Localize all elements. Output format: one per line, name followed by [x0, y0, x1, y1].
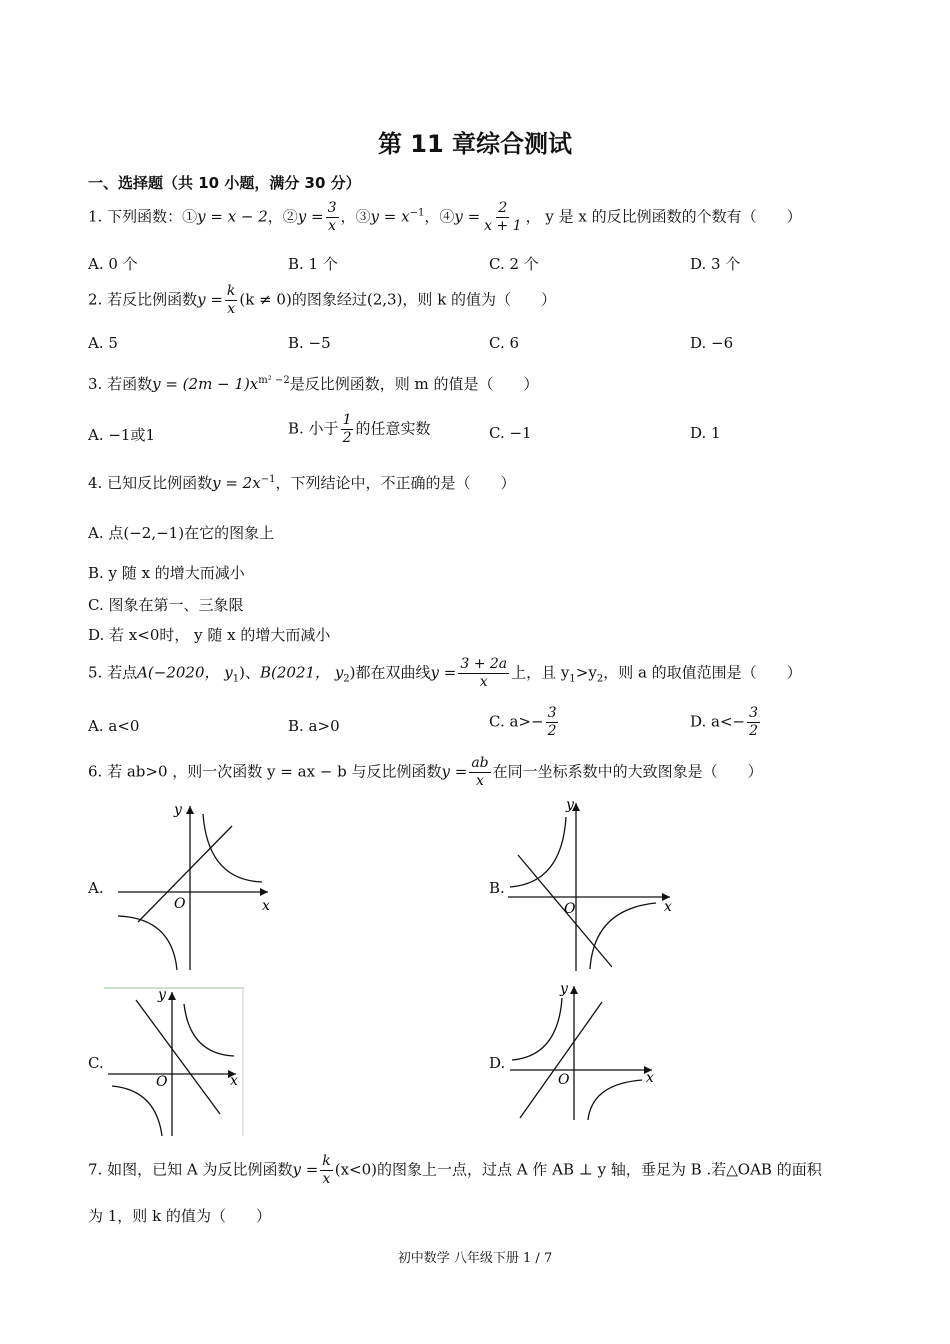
- q2-option-b: B. −5: [288, 334, 331, 352]
- q3-option-c: C. −1: [489, 424, 532, 442]
- q5-tail: ，则 a 的取值范围是（ ）: [603, 663, 802, 682]
- q7-num: k: [322, 1153, 331, 1169]
- q5-optd-den: 2: [749, 723, 759, 739]
- q5-point-a: A(−2020， y: [137, 663, 233, 682]
- q5-option-d: [690, 705, 762, 740]
- q5-option-b: B. a>0: [288, 717, 340, 735]
- q1-f2-den: x: [328, 218, 337, 234]
- q3-expr: y = (2m − 1)x: [152, 375, 259, 393]
- q6-label-b: B.: [489, 879, 505, 897]
- q1-fraction-4: [482, 200, 523, 235]
- q7-fraction: [320, 1153, 332, 1188]
- q2-option-d: D. −6: [690, 334, 734, 352]
- q6-lhs: y =: [441, 762, 468, 781]
- q1-f3-exp: −1: [409, 207, 425, 219]
- q6-label-a: A.: [88, 879, 104, 897]
- graph-c-x-label: x: [230, 1073, 238, 1089]
- graph-b-y-label: y: [566, 797, 574, 813]
- graph-d-line: [520, 1002, 602, 1118]
- q1-sep1: ，②: [267, 207, 298, 226]
- q7-lead: 7. 如图，已知 A 为反比例函数: [88, 1160, 293, 1179]
- graph-d-y-arrow: [570, 986, 578, 994]
- graph-a-x-label: x: [262, 898, 270, 914]
- q1-sep2: ，③: [340, 207, 371, 226]
- q2-option-c: C. 6: [489, 334, 520, 352]
- q6-graph-c: [104, 986, 246, 1138]
- q1-fraction-2: [326, 200, 339, 235]
- q2-option-a: A. 5: [88, 334, 118, 352]
- q3-lead: 3. 若函数: [88, 375, 153, 393]
- q3-exp: m² −2: [258, 375, 290, 386]
- graph-a-hyperbola-q3: [118, 916, 177, 970]
- graph-c-y-arrow: [168, 992, 176, 1000]
- q6-graph-a: [110, 800, 275, 972]
- graph-d-hyperbola-q2: [512, 998, 562, 1060]
- q1-option-b: B. 1 个: [288, 255, 338, 273]
- graph-c-origin: O: [156, 1074, 168, 1090]
- page-title: 第 11 章综合测试: [377, 130, 573, 158]
- q1-f1: y = x − 2: [197, 207, 268, 226]
- q3-optb-den: 2: [342, 430, 352, 446]
- q4-option-b: B. y 随 x 的增大而减小: [88, 564, 245, 582]
- graph-c-hyperbola-q3: [112, 1086, 162, 1136]
- graph-d-x-label: x: [646, 1070, 654, 1086]
- graph-d-origin: O: [558, 1072, 570, 1088]
- q5-pb-sub: 2: [343, 673, 350, 685]
- q1-sep3: ，④: [424, 207, 455, 226]
- q5-mid2: )都在双曲线: [349, 663, 431, 682]
- q1-f4-lhs: y =: [454, 207, 481, 226]
- q6-graph-b: [504, 795, 679, 972]
- q6-tail: 在同一坐标系数中的大致图象是（ ）: [492, 762, 763, 781]
- q1-f2-num: 3: [327, 200, 337, 216]
- q2-cond: (k ≠ 0): [239, 290, 292, 309]
- section-heading: 一、选择题（共 10 小题，满分 30 分）: [88, 174, 361, 192]
- q6-lead: 6. 若 ab>0 ，则一次函数 y = ax − b 与反比例函数: [88, 762, 442, 781]
- page-footer: 初中数学 八年级下册 1 / 7: [397, 1251, 553, 1266]
- q3-optb-lead: B. 小于: [288, 419, 339, 438]
- q2-fraction: [225, 283, 237, 318]
- q6-label-c: C.: [88, 1054, 104, 1072]
- graph-c-hyperbola-q1: [184, 1004, 234, 1056]
- q5-s1: 1: [569, 673, 576, 685]
- question-1: [88, 200, 802, 235]
- graph-b-origin: O: [564, 901, 576, 917]
- graph-a-x-arrow: [260, 888, 268, 896]
- graph-c-line: [136, 1000, 220, 1114]
- q5-optc-den: 2: [547, 723, 557, 739]
- q5-optd-fraction: [747, 705, 760, 740]
- q5-mid3: 上，且 y: [511, 663, 570, 682]
- graph-a-origin: O: [174, 896, 186, 912]
- question-7: [88, 1153, 822, 1188]
- q5-optc-num: 3: [547, 705, 557, 721]
- q6-label-d: D.: [489, 1054, 506, 1072]
- q6-graph-d: [506, 980, 658, 1122]
- graph-b-hyperbola-q2: [510, 817, 566, 887]
- q1-option-a: A. 0 个: [88, 255, 138, 273]
- graph-d-y-label: y: [560, 981, 568, 997]
- q1-option-d: D. 3 个: [690, 255, 741, 273]
- q3-option-a: A. −1或1: [88, 426, 156, 444]
- q5-gt: >y: [575, 663, 597, 682]
- q5-s2: 2: [596, 673, 604, 685]
- q6-den: x: [476, 773, 484, 789]
- q3-option-d: D. 1: [690, 424, 721, 442]
- q2-lead: 2. 若反比例函数: [88, 290, 198, 309]
- graph-b-line: [518, 855, 612, 967]
- q7-tail: 的图象上一点，过点 A 作 AB ⊥ y 轴，垂足为 B .若△OAB 的面积: [377, 1160, 822, 1179]
- q3-tail: 是反比例函数，则 m 的值是（ ）: [289, 375, 539, 393]
- q2-den: x: [227, 301, 236, 317]
- q1-f2-lhs: y =: [297, 207, 324, 226]
- q5-optd-lead: D. a<−: [690, 712, 746, 731]
- q4-lead: 4. 已知反比例函数: [88, 474, 213, 492]
- q5-optc-fraction: [546, 705, 559, 740]
- q4-option-a: A. 点(−2,−1)在它的图象上: [88, 524, 275, 542]
- graph-a-y-label: y: [174, 802, 182, 818]
- q5-option-c: [489, 705, 560, 740]
- q5-option-a: A. a<0: [88, 717, 140, 735]
- q1-f3: y = x: [370, 207, 410, 226]
- question-5: [88, 656, 802, 691]
- q1-tail: ， y 是 x 的反比例函数的个数有（ ）: [525, 207, 802, 226]
- question-6: [88, 755, 763, 790]
- q5-mid1: )、: [239, 663, 260, 682]
- q2-point: (2,3): [366, 290, 403, 309]
- q3-optb-fraction: [341, 412, 354, 447]
- q3-option-b: [288, 412, 431, 447]
- q7-lhs: y =: [292, 1160, 319, 1179]
- q4-option-c: C. 图象在第一、三象限: [88, 596, 244, 614]
- q1-option-c: C. 2 个: [489, 255, 539, 273]
- q5-optd-num: 3: [749, 705, 759, 721]
- q6-num: ab: [471, 755, 489, 771]
- q7-line-2: 为 1，则 k 的值为（ ）: [88, 1207, 271, 1225]
- q4-expr: y = 2x: [212, 474, 261, 492]
- graph-a-y-arrow: [186, 806, 194, 814]
- question-4: [88, 472, 515, 493]
- q4-tail: ，下列结论中，不正确的是（ ）: [275, 474, 516, 492]
- q3-optb-num: 1: [342, 412, 352, 428]
- q5-den: x: [479, 674, 488, 690]
- q5-optc-lead: C. a>−: [489, 712, 544, 731]
- graph-a-hyperbola-q1: [203, 814, 262, 882]
- q3-optb-tail: 的任意实数: [355, 419, 431, 438]
- q4-option-d: D. 若 x<0时， y 随 x 的增大而减小: [88, 626, 331, 644]
- graph-b-hyperbola-q4: [590, 903, 656, 969]
- graph-c-y-label: y: [158, 987, 166, 1003]
- q4-exp: −1: [260, 474, 276, 485]
- question-2: [88, 283, 556, 318]
- q5-point-b: B(2021， y: [260, 663, 344, 682]
- q5-lead: 5. 若点: [88, 663, 138, 682]
- q5-fraction: [458, 656, 509, 691]
- q2-tail: ，则 k 的值为（ ）: [402, 290, 557, 309]
- q2-lhs: y =: [197, 290, 223, 309]
- q5-num: 3 + 2a: [460, 656, 508, 672]
- q7-cond: (x<0): [334, 1160, 378, 1179]
- q1-f4-den: x + 1: [484, 218, 522, 234]
- graph-b-x-label: x: [664, 899, 672, 915]
- q1-lead: 1. 下列函数：①: [88, 207, 198, 226]
- question-3: [88, 373, 538, 394]
- q7-den: x: [322, 1171, 331, 1187]
- q2-mid: 的图象经过: [291, 290, 367, 309]
- q1-f4-num: 2: [498, 200, 508, 216]
- q5-lhs: y =: [430, 663, 457, 682]
- graph-d-hyperbola-q4: [588, 1080, 642, 1120]
- q6-fraction: [469, 755, 490, 790]
- q2-num: k: [226, 283, 236, 299]
- q5-pa-sub: 1: [232, 673, 240, 685]
